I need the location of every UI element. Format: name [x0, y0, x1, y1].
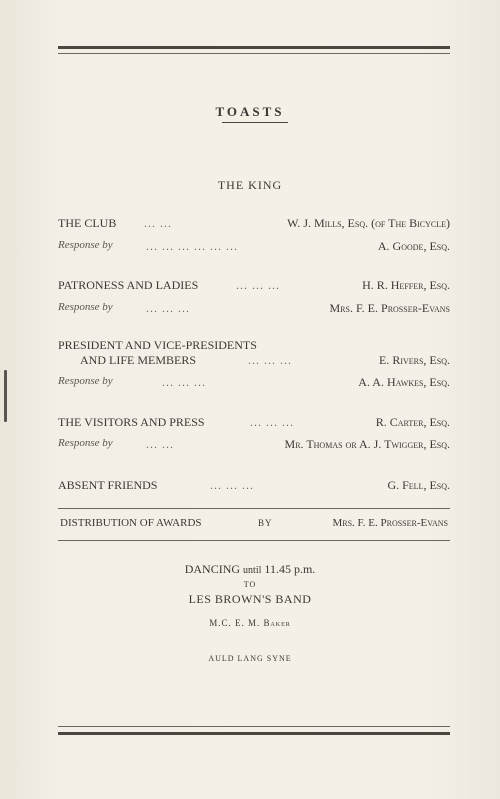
- dot-leader: ... ... ...: [236, 278, 280, 292]
- awards-rule-bottom: [58, 540, 450, 541]
- dot-leader: ... ... ...: [210, 478, 254, 492]
- toast-name: THE VISITORS AND PRESS: [58, 415, 205, 429]
- response-label: Response by: [58, 437, 113, 449]
- speaker-name: Mr. Thomas or A. J. Twigger, Esq.: [284, 437, 450, 451]
- awards-label: DISTRIBUTION OF AWARDS: [60, 517, 202, 529]
- toast-row: [58, 216, 450, 232]
- response-row: [58, 301, 450, 317]
- dancing-to: TO: [243, 580, 257, 589]
- response-label: Response by: [58, 301, 113, 313]
- binding-staple: [4, 370, 7, 422]
- speaker-name: A. Goode, Esq.: [377, 239, 450, 253]
- awards-presenter: Mrs. F. E. Prosser-Evans: [332, 517, 448, 529]
- awards-by: BY: [258, 518, 273, 528]
- speaker-name: R. Carter, Esq.: [375, 415, 450, 429]
- title-underline: [222, 122, 288, 123]
- dot-leader: ... ... ...: [162, 375, 206, 389]
- response-row: [58, 239, 450, 255]
- top-rule-thin: [58, 53, 450, 54]
- dot-leader: ... ...: [146, 437, 174, 451]
- speaker-name: A. A. Hawkes, Esq.: [358, 375, 450, 389]
- toast-name: AND LIFE MEMBERS: [80, 353, 197, 367]
- speaker-name: E. Rivers, Esq.: [378, 353, 450, 367]
- dot-leader: ... ... ...: [250, 415, 294, 429]
- top-rule-thick: [58, 46, 450, 49]
- dot-leader: ... ...: [144, 216, 172, 230]
- response-row: [58, 375, 450, 391]
- response-label: Response by: [58, 239, 113, 251]
- dancing-line: [0, 562, 500, 577]
- toast-name: PRESIDENT AND VICE-PRESIDENTS: [58, 338, 257, 352]
- dot-leader: ... ... ...: [248, 353, 292, 367]
- awards-rule-top: [58, 508, 450, 509]
- toast-the-king: THE KING: [217, 178, 283, 192]
- toast-row-heading: [58, 338, 450, 354]
- response-row: [58, 437, 450, 453]
- page-title: TOASTS: [215, 104, 285, 119]
- dancing-label: DANCING: [184, 562, 241, 576]
- toast-row: [58, 353, 450, 369]
- mc-line: M.C. E. M. Baker: [209, 618, 291, 628]
- speaker-name: W. J. Mills, Esq. (of The Bicycle): [287, 216, 450, 230]
- speaker-name: H. R. Heffer, Esq.: [362, 278, 450, 292]
- toast-name: PATRONESS AND LADIES: [58, 278, 199, 292]
- awards-row: [58, 517, 450, 533]
- toast-row: [58, 478, 450, 494]
- bottom-rule-thick: [58, 732, 450, 735]
- dot-leader: ... ... ...: [146, 301, 190, 315]
- response-label: Response by: [58, 375, 113, 387]
- dancing-until: until: [243, 565, 262, 576]
- band-name: LES BROWN'S BAND: [188, 592, 312, 606]
- speaker-name: Mrs. F. E. Prosser-Evans: [329, 301, 450, 315]
- toast-name: ABSENT FRIENDS: [58, 478, 158, 492]
- toast-name: THE CLUB: [58, 216, 117, 230]
- dot-leader: ... ... ... ... ... ...: [146, 239, 238, 253]
- dancing-time: 11.45 p.m.: [264, 562, 316, 576]
- closing-line: AULD LANG SYNE: [208, 654, 292, 663]
- toast-row: [58, 278, 450, 294]
- bottom-rule-thin: [58, 726, 450, 727]
- speaker-name: G. Fell, Esq.: [387, 478, 450, 492]
- toast-row: [58, 415, 450, 431]
